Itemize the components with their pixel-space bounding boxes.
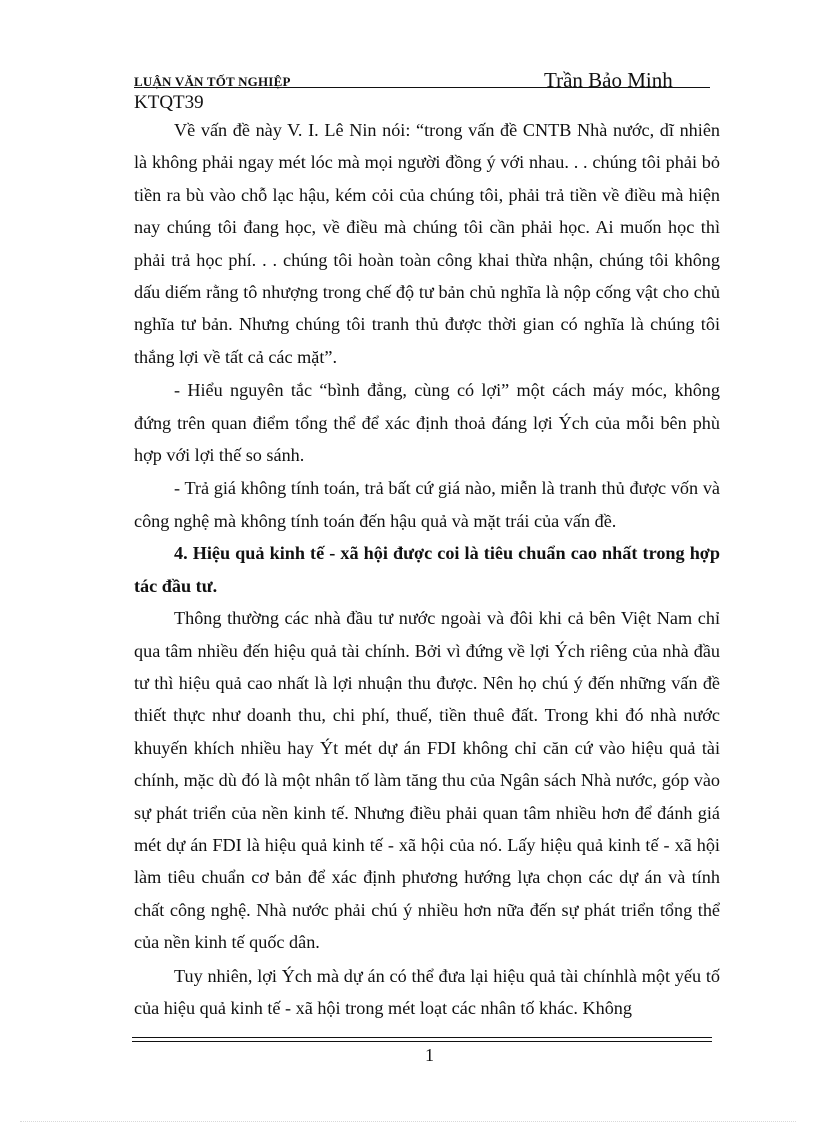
page-number: 1 <box>425 1045 434 1065</box>
header-author-name: Trần Bảo Minh <box>544 68 673 92</box>
paragraph-equality-principle: - Hiểu nguyên tắc “bình đẳng, cùng có lợi” một cách máy móc, không đứng trên quan điểm tổng thể để xác định thoả đáng lợi Ých của mỗi bên phù hợp với lợi thế so sánh. <box>134 380 720 466</box>
page-header <box>134 68 710 92</box>
footer-rule-bottom <box>132 1041 712 1042</box>
paragraph-price-paying: - Trả giá không tính toán, trả bất cứ giá nào, miễn là tranh thủ được vốn và công nghệ mà không tính toán đến hậu quả và mặt trái của vấn đề. <box>134 478 720 531</box>
paragraph-however: Tuy nhiên, lợi Ých mà dự án có thể đưa lại hiệu quả tài chínhlà một yếu tố của hiệu quả kinh tế - xã hội trong mét loạt các nhân tố khác. Không <box>134 965 720 1018</box>
page-bottom-border <box>20 1121 796 1122</box>
paragraph-efficiency: Thông thường các nhà đầu tư nước ngoài và đôi khi cả bên Việt Nam chỉ qua tâm nhiều đến hiệu quả tài chính. Bởi vì đứng về lợi Ých riêng của nhà đầu tư thì hiệu quả cao nhất là lợi nhuận thu được. Nên họ chú ý đến những vấn đề thiết thực như doanh thu, chi phí, thuế, tiền thuê đất. Trong khi đó nhà nước khuyến khích nhiều hay Ýt mét dự án FDI không chỉ căn cứ vào hiệu quả tài chính, mặc dù đó là một nhân tố làm tăng thu của Ngân sách Nhà nước, góp vào sự phát triển của nền kinh tế. Nhưng điều phải quan tâm nhiều hơn để đánh giá mét dự án FDI là hiệu quả kinh tế - xã hội của nó. Lấy hiệu quả kinh tế - xã hội làm tiêu chuẩn cơ bản để xác định phương hướng lựa chọn các dự án và tính chất công nghệ. Nhà nước phải chú ý nhiều hơn nữa đến sự phát triển tổng thể của nền kinh tế quốc dân. <box>134 608 720 953</box>
paragraph-lenin-quote: Về vấn đề này V. I. Lê Nin nói: “trong vấn đề CNTB Nhà nước, dĩ nhiên là không phải ngay mét lóc mà mọi người đồng ý với nhau. . . chúng tôi phải bỏ tiền ra bù vào chỗ lạc hậu, kém cỏi của chúng tôi, phải trả tiền về điều mà hiện nay chúng tôi đang học, về điều mà chúng tôi cần phải học. Ai muốn học thì phải trả học phí. . . chúng tôi hoàn toàn công khai thừa nhận, chúng tôi không dấu diếm rằng tô nhượng trong chế độ tư bản chủ nghĩa là nộp cống vật cho chủ nghĩa tư bản. Nhưng chúng tôi tranh thủ được thời gian có nghĩa là chúng tôi thắng lợi về tất cả các mặt”. <box>134 120 720 367</box>
body-text <box>134 114 720 1024</box>
section-heading: 4. Hiệu quả kinh tế - xã hội được coi là tiêu chuẩn cao nhất trong hợp tác đầu tư. <box>134 543 720 596</box>
header-rule <box>134 87 710 88</box>
footer-rule-top <box>132 1037 712 1038</box>
header-thesis-label: LUẬN VĂN TỐT NGHIỆP <box>134 74 291 89</box>
header-class-code: KTQT39 <box>134 92 204 113</box>
